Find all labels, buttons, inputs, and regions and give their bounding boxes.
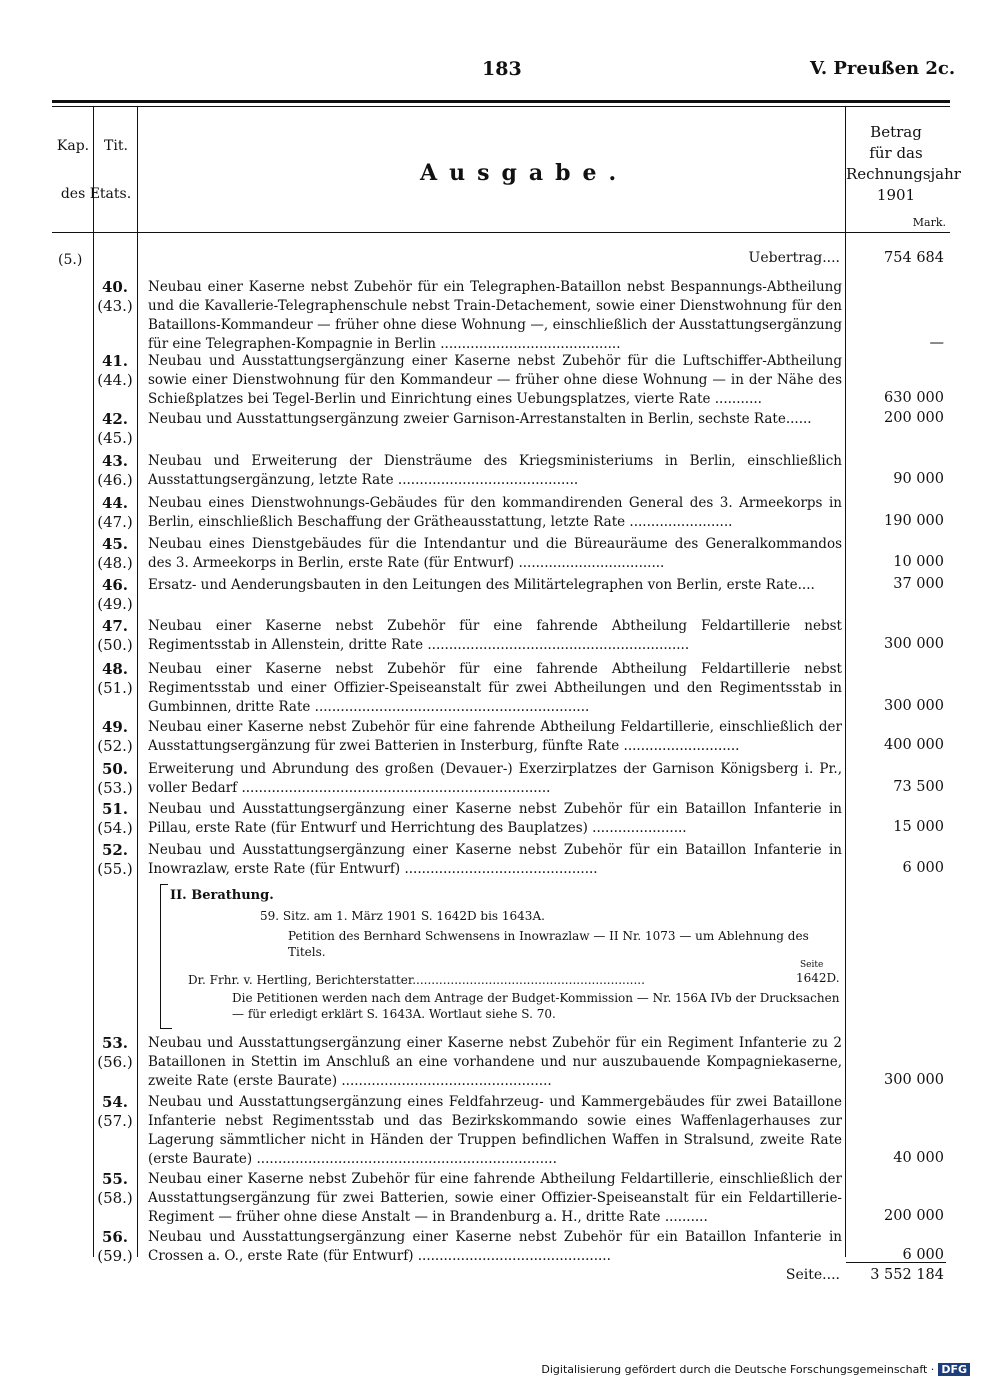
footer-text: Digitalisierung gefördert durch die Deutsche Forschungsgemeinschaft · xyxy=(541,1363,935,1376)
row-title-number xyxy=(95,576,135,614)
row-amount: 6 000 xyxy=(902,1247,944,1263)
header-des-etats: des Etats. xyxy=(60,186,132,202)
row-old-number: (58.) xyxy=(97,1189,133,1207)
note-bracket-bottom xyxy=(160,1028,172,1029)
row-title-number xyxy=(95,760,135,798)
row-description: Neubau einer Kaserne nebst Zubehör für eine fahrende Abtheilung Feldartillerie nebst Regimentsstab in Allenstein, dritte Rate ............................................................. xyxy=(148,618,842,653)
row-old-number: (51.) xyxy=(97,679,133,697)
top-rule xyxy=(52,100,950,103)
note-session: 59. Sitz. am 1. März 1901 S. 1642D bis 1643A. xyxy=(260,909,545,923)
note-reporter: Dr. Frhr. v. Hertling, Berichterstatter............................................................. xyxy=(188,973,645,987)
row-amount: 200 000 xyxy=(884,1208,944,1224)
dfg-logo: DFG xyxy=(938,1363,970,1376)
row-title-number xyxy=(95,1093,135,1131)
row-title-number xyxy=(95,1228,135,1266)
row-amount: 200 000 xyxy=(884,410,944,426)
row-number: 47. xyxy=(101,617,129,635)
row-number: 49. xyxy=(101,718,129,736)
row-number: 52. xyxy=(101,841,129,859)
row-title-number xyxy=(95,1034,135,1072)
row-title-number xyxy=(95,452,135,490)
row-old-number: (47.) xyxy=(97,513,133,531)
row-title-number xyxy=(95,494,135,532)
row-title-number xyxy=(95,617,135,655)
row-old-number: (57.) xyxy=(97,1112,133,1130)
header-mark: Mark. xyxy=(912,216,946,229)
note-heading: II. Berathung. xyxy=(170,888,274,903)
note-bracket xyxy=(160,884,161,1029)
row-description: Neubau und Erweiterung der Diensträume des Kriegsministeriums in Berlin, einschließlich Ausstattungsergänzung, letzte Rate .......................................... xyxy=(148,453,842,488)
note-bracket-top xyxy=(160,884,168,885)
row-old-number: (50.) xyxy=(97,636,133,654)
row-description: Erweiterung und Abrundung des großen (Devauer-) Exerzirplatzes der Garnison Königsberg i. Pr., voller Bedarf ........................................................................ xyxy=(148,761,842,796)
row-number: 45. xyxy=(101,535,129,553)
total-amount: 3 552 184 xyxy=(870,1267,944,1283)
row-description: Neubau einer Kaserne nebst Zubehör für eine fahrende Abtheilung Feldartillerie, einschließlich der Ausstattungsergänzung für zwei Batterien in Insterburg, fünfte Rate ........................... xyxy=(148,719,842,754)
row-number: 50. xyxy=(101,760,129,778)
row-number: 55. xyxy=(101,1170,129,1188)
row-number: 51. xyxy=(101,800,129,818)
row-amount: 300 000 xyxy=(884,698,944,714)
row-amount: 300 000 xyxy=(884,1072,944,1088)
row-title-number xyxy=(95,410,135,448)
row-description: Neubau eines Dienstgebäudes für die Intendantur und die Büreauräume des Generalkommandos des 3. Armeekorps in Berlin, erste Rate (für Entwurf) .................................. xyxy=(148,536,842,571)
row-old-number: (56.) xyxy=(97,1053,133,1071)
row-description: Neubau und Ausstattungsergänzung eines Feldfahrzeug- und Kammergebäudes für zwei Bataillone Infanterie nebst Regimentsstab und das Bezirkskommando sowie eines Waffenlagerhauses zur Lagerung sämmtlicher nicht in Händen der Truppen befindlichen Waffen in Stralsund, zweite Rate (erste Baurate) ...................................................................... xyxy=(148,1094,842,1167)
col-divider-kap xyxy=(93,107,94,1257)
row-number: 46. xyxy=(101,576,129,594)
carry-kap: (5.) xyxy=(58,252,83,268)
row-number: 56. xyxy=(101,1228,129,1246)
row-old-number: (54.) xyxy=(97,819,133,837)
row-amount: — xyxy=(929,335,944,351)
row-old-number: (44.) xyxy=(97,371,133,389)
note-seite: Seite xyxy=(800,960,824,970)
row-amount: 73 500 xyxy=(893,779,944,795)
row-title-number xyxy=(95,660,135,698)
row-old-number: (48.) xyxy=(97,554,133,572)
total-label: Seite.... xyxy=(785,1267,840,1283)
row-old-number: (55.) xyxy=(97,860,133,878)
header-betrag-line: Rechnungsjahr xyxy=(846,165,961,183)
row-title-number xyxy=(95,800,135,838)
header-betrag-line: für das xyxy=(869,144,923,162)
row-amount: 300 000 xyxy=(884,636,944,652)
row-description: Neubau und Ausstattungsergänzung einer Kaserne nebst Zubehör für ein Regiment Infanterie zu 2 Bataillonen in Stettin im Anschluß an eine vorhandene und nur auszubauende Kompagniekaserne, zweite Rate (erste Baurate) ................................................. xyxy=(148,1035,842,1089)
note-reporter-ref: 1642D. xyxy=(796,971,840,985)
page-number: 183 xyxy=(482,58,522,80)
row-description: Neubau eines Dienstwohnungs-Gebäudes für den kommandirenden General des 3. Armeekorps in Berlin, einschließlich Beschaffung der Grätheausstattung, letzte Rate ........................ xyxy=(148,495,842,530)
row-old-number: (45.) xyxy=(97,429,133,447)
row-title-number xyxy=(95,841,135,879)
row-old-number: (49.) xyxy=(97,595,133,613)
row-title-number xyxy=(95,535,135,573)
row-amount: 630 000 xyxy=(884,390,944,406)
row-description: Neubau und Ausstattungsergänzung einer Kaserne nebst Zubehör für ein Bataillon Infanterie in Crossen a. O., erste Rate (für Entwurf) ............................................. xyxy=(148,1229,842,1264)
note-petition-result: Die Petitionen werden nach dem Antrage der Budget-Kommission — Nr. 156A IVb der Drucksachen — für erledigt erklärt S. 1643A. Wortlaut siehe S. 70. xyxy=(232,991,840,1021)
row-description: Neubau und Ausstattungsergänzung einer Kaserne nebst Zubehör für die Luftschiffer-Abtheilung sowie einer Dienstwohnung für den Kommandeur — früher ohne diese Wohnung — in der Nähe des Schießplatzes bei Tegel-Berlin und Einrichtung eines Uebungsplatzes, vierte Rate ........... xyxy=(148,353,842,407)
row-title-number xyxy=(95,718,135,756)
footer-credit xyxy=(541,1363,970,1376)
header-betrag-line: 1901 xyxy=(876,186,916,204)
row-number: 48. xyxy=(101,660,129,678)
row-amount: 6 000 xyxy=(902,860,944,876)
row-description: Neubau einer Kaserne nebst Zubehör für eine fahrende Abtheilung Feldartillerie nebst Regimentsstab und einer Offizier-Speiseanstalt für zwei Abtheilungen und den Regimentsstab in Gumbinnen, dritte Rate ................................................................ xyxy=(148,661,842,715)
row-description: Neubau einer Kaserne nebst Zubehör für eine fahrende Abtheilung Feldartillerie, einschließlich der Ausstattungsergänzung für zwei Batterien, sowie einer Offizier-Speiseanstalt für ein Feldartillerie-Regiment — früher ohne diese Anstalt — in Brandenburg a. H., dritte Rate .......... xyxy=(148,1171,842,1225)
row-description: Neubau und Ausstattungsergänzung zweier Garnison-Arrestanstalten in Berlin, sechste Rate...... xyxy=(148,411,812,427)
row-description: Neubau und Ausstattungsergänzung einer Kaserne nebst Zubehör für ein Bataillon Infanterie in Pillau, erste Rate (für Entwurf und Herrichtung des Bauplatzes) ...................... xyxy=(148,801,842,836)
row-amount: 400 000 xyxy=(884,737,944,753)
header-rule xyxy=(52,232,950,233)
row-old-number: (52.) xyxy=(97,737,133,755)
row-number: 54. xyxy=(101,1093,129,1111)
row-number: 43. xyxy=(101,452,129,470)
row-number: 42. xyxy=(101,410,129,428)
row-amount: 15 000 xyxy=(893,819,944,835)
row-amount: 37 000 xyxy=(893,576,944,592)
carry-amount: 754 684 xyxy=(884,250,944,266)
row-title-number xyxy=(95,1170,135,1208)
row-number: 53. xyxy=(101,1034,129,1052)
carry-label: Uebertrag.... xyxy=(748,250,840,266)
row-amount: 90 000 xyxy=(893,471,944,487)
header-betrag-line: Betrag xyxy=(870,123,922,141)
row-number: 40. xyxy=(101,278,129,296)
row-title-number xyxy=(95,352,135,390)
row-description: Ersatz- und Aenderungsbauten in den Leitungen des Militärtelegraphen von Berlin, erste Rate.... xyxy=(148,577,815,593)
section-title: V. Preußen 2c. xyxy=(810,58,956,79)
row-amount: 190 000 xyxy=(884,513,944,529)
row-description: Neubau einer Kaserne nebst Zubehör für ein Telegraphen-Bataillon nebst Bespannungs-Abtheilung und die Kavallerie-Telegraphenschule nebst Train-Detachement, sowie einer Dienstwohnung für den Bataillons-Kommandeur — früher ohne diese Wohnung —, einschließlich der Ausstattungsergänzung für eine Telegraphen-Kompagnie in Berlin .......................................... xyxy=(148,279,842,352)
row-amount: 40 000 xyxy=(893,1150,944,1166)
row-old-number: (46.) xyxy=(97,471,133,489)
row-number: 44. xyxy=(101,494,129,512)
header-betrag xyxy=(846,122,961,206)
note-petition: Petition des Bernhard Schwensens in Inowrazlaw — II Nr. 1073 — um Ablehnung des Titels. xyxy=(288,929,809,959)
row-title-number xyxy=(95,278,135,316)
col-divider-tit xyxy=(137,107,138,1257)
top-rule-thin xyxy=(52,106,950,107)
row-description: Neubau und Ausstattungsergänzung einer Kaserne nebst Zubehör für ein Bataillon Infanterie in Inowrazlaw, erste Rate (für Entwurf) ............................................. xyxy=(148,842,842,877)
row-number: 41. xyxy=(101,352,129,370)
row-old-number: (43.) xyxy=(97,297,133,315)
row-old-number: (59.) xyxy=(97,1247,133,1265)
header-kap: Kap. xyxy=(56,138,90,154)
header-tit: Tit. xyxy=(104,138,128,154)
table-title: Ausgabe. xyxy=(420,160,629,186)
row-amount: 10 000 xyxy=(893,554,944,570)
row-old-number: (53.) xyxy=(97,779,133,797)
